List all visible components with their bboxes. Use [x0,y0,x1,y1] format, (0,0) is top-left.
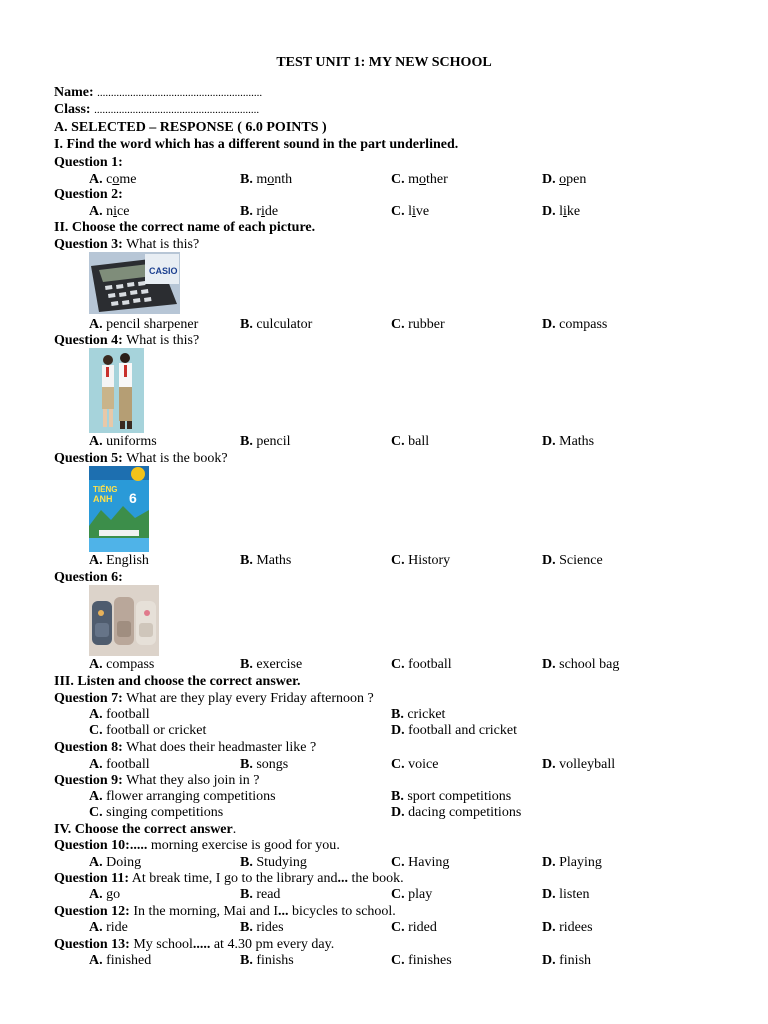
q3-line: Question 3: What is this? [54,237,200,252]
q5-option-c[interactable]: C. History [391,553,451,568]
q1-option-c[interactable]: C. mother [391,172,448,187]
q13-option-d[interactable]: D. finish [542,953,592,968]
q12-option-c[interactable]: C. rided [391,920,437,935]
q12-option-b[interactable]: B. rides [240,920,284,935]
q10-option-d[interactable]: D. Playing [542,855,602,870]
q11-option-d[interactable]: D. listen [542,887,590,902]
q2-option-d[interactable]: D. like [542,204,581,219]
q3-option-a[interactable]: A. pencil sharpener [89,317,199,332]
q7-option-b[interactable]: B. cricket [391,707,446,722]
q5-option-d[interactable]: D. Science [542,553,603,568]
q10-option-c[interactable]: C. Having [391,855,450,870]
q6-option-d[interactable]: D. school bag [542,657,620,672]
q8-option-b[interactable]: B. songs [240,757,289,772]
q2-label: Question 2: [54,187,123,202]
page-title: TEST UNIT 1: MY NEW SCHOOL [276,55,492,70]
q5-line: Question 5: What is the book? [54,451,228,466]
q6-option-a[interactable]: A. compass [89,657,155,672]
svg-text:ANH: ANH [93,494,113,504]
part-iii-heading: III. Listen and choose the correct answer. [54,674,301,689]
q4-option-b[interactable]: B. pencil [240,434,291,449]
q6-option-c[interactable]: C. football [391,657,452,672]
school-bags-image [89,585,159,656]
students-illustration [89,348,144,433]
q13-line: Question 13: My school..... at 4.30 pm every day. [54,937,335,952]
q7-line: Question 7: What are they play every Friday afternoon ? [54,691,374,706]
q9-option-b[interactable]: B. sport competitions [391,789,512,804]
svg-text:6: 6 [129,490,137,506]
q10-option-a[interactable]: A. Doing [89,855,142,870]
q7-option-c[interactable]: C. football or cricket [89,723,207,738]
name-line [54,84,262,101]
q9-option-d[interactable]: D. dacing competitions [391,805,522,820]
name-label: Name: [54,85,94,100]
q8-option-a[interactable]: A. football [89,757,150,772]
backpacks-illustration [89,585,159,656]
q11-option-c[interactable]: C. play [391,887,433,902]
q8-option-d[interactable]: D. volleyball [542,757,616,772]
svg-text:CASIO: CASIO [149,266,178,276]
q10-line: Question 10:..... morning exercise is good for you. [54,838,340,853]
part-i-heading: I. Find the word which has a different sound in the part underlined. [54,137,459,152]
calculator-illustration [89,252,180,314]
class-label: Class: [54,102,91,117]
q9-option-c[interactable]: C. singing competitions [89,805,224,820]
q3-option-c[interactable]: C. rubber [391,317,445,332]
q4-line: Question 4: What is this? [54,333,200,348]
q11-option-a[interactable]: A. go [89,887,121,902]
part-ii-heading: II. Choose the correct name of each picture. [54,220,316,235]
q12-line: Question 12: In the morning, Mai and I... bicycles to school. [54,904,396,919]
q6-label: Question 6: [54,570,123,585]
q1-option-b[interactable]: B. month [240,172,293,187]
q3-option-d[interactable]: D. compass [542,317,608,332]
q3-option-b[interactable]: B. culculator [240,317,313,332]
q8-line: Question 8: What does their headmaster like ? [54,740,317,755]
q1-option-a[interactable]: A. come [89,172,137,187]
q13-option-c[interactable]: C. finishes [391,953,452,968]
svg-text:TIẾNG: TIẾNG [93,485,118,494]
section-a-heading: A. SELECTED – RESPONSE ( 6.0 POINTS ) [54,120,327,135]
q12-option-d[interactable]: D. ridees [542,920,593,935]
q9-option-a[interactable]: A. flower arranging competitions [89,789,276,804]
q4-option-d[interactable]: D. Maths [542,434,595,449]
q4-option-a[interactable]: A. uniforms [89,434,157,449]
uniforms-image [89,348,144,433]
q4-option-c[interactable]: C. ball [391,434,430,449]
q1-label: Question 1: [54,155,123,170]
q11-option-b[interactable]: B. read [240,887,281,902]
q9-line: Question 9: What they also join in ? [54,773,260,788]
q10-option-b[interactable]: B. Studying [240,855,307,870]
q13-option-a[interactable]: A. finished [89,953,152,968]
name-field[interactable]: ............................................................ [97,87,263,99]
class-field[interactable]: ............................................................ [94,104,260,116]
q11-line: Question 11: At break time, I go to the library and... the book. [54,871,404,886]
class-line [54,101,259,118]
q2-option-a[interactable]: A. nice [89,204,130,219]
q1-option-d[interactable]: D. open [542,172,587,187]
q2-option-b[interactable]: B. ride [240,204,279,219]
q5-option-a[interactable]: A. English [89,553,149,568]
q7-option-d[interactable]: D. football and cricket [391,723,517,738]
q2-option-c[interactable]: C. live [391,204,430,219]
q12-option-a[interactable]: A. ride [89,920,128,935]
calculator-image [89,252,180,314]
part-iv-heading: IV. Choose the correct answer. [54,822,237,837]
tieng-anh-6-book-illustration [89,466,149,552]
q7-option-a[interactable]: A. football [89,707,150,722]
q6-option-b[interactable]: B. exercise [240,657,303,672]
q8-option-c[interactable]: C. voice [391,757,439,772]
q5-option-b[interactable]: B. Maths [240,553,292,568]
book-cover-image [89,466,149,552]
q13-option-b[interactable]: B. finishs [240,953,294,968]
